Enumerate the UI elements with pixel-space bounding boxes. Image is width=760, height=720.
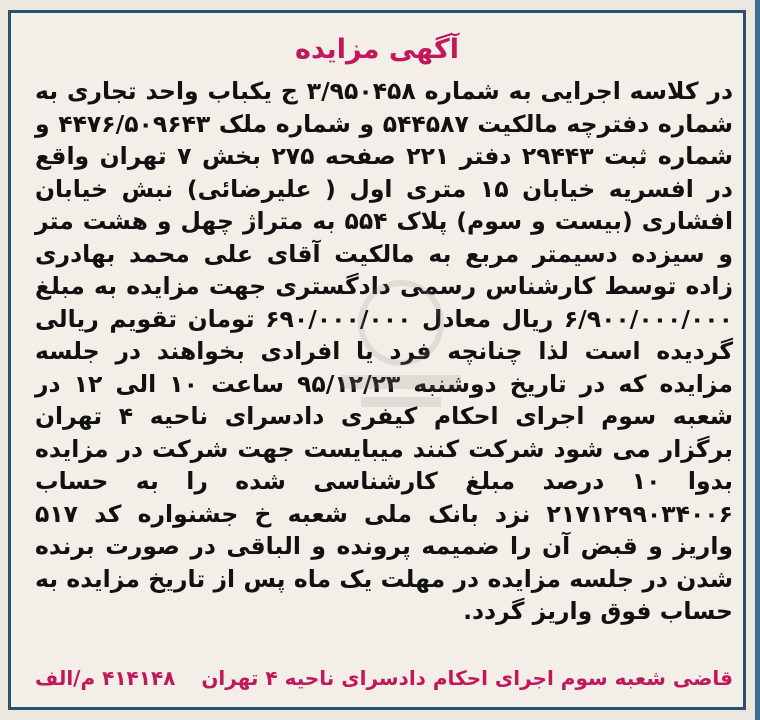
notice-body: در کلاسه اجرایی به شماره ۳/۹۵۰۴۵۸ ج یکباب واحد تجاری به شماره دفترچه مالکیت ۵۴۴۵۸۷ و شماره ملک ۴۴۷۶/۵۰۹۶۴۳ و شماره ثبت ۲۹۴۴۳ دفتر ۲۲۱ صفحه ۲۷۵ بخش ۷ تهران واقع در افسریه خیابان ۱۵ متری اول ( علیرضائی) نبش خیابان افشاری (بیست و سوم) پلاک ۵۵۴ به متراژ چهل و هشت متر و سیزده دسیمتر مربع به مالکیت آقای علی محمد بهادری زاده توسط کارشناس رسمی دادگستری جهت مزایده به مبلغ ۶/۹۰۰/۰۰۰/۰۰۰ ریال معادل ۶۹۰/۰۰۰/۰۰۰ تومان تقویم ریالی گردیده است لذا چنانچه فرد یا افرادی بخواهند در جلسه مزایده که در تاریخ دوشنبه ۹۵/۱۲/۲۳ ساعت ۱۰ الی ۱۲ در شعبه سوم اجرای احکام کیفری دادسرای ناحیه ۴ تهران برگزار می شود شرکت کنند میبایست جهت شرکت در مزایده بدوا ۱۰ درصد مبلغ کارشناسی شده را به حساب ۲۱۷۱۲۹۹۰۳۴۰۰۶ نزد بانک ملی شعبه خ جشنواره کد ۵۱۷ واریز و قبض آن را ضمیمه پرونده و الباقی در صورت برنده شدن در جلسه مزایده در مهلت یک ماه پس از تاریخ مزایده به حساب فوق واریز گردد. [35,77,733,625]
reference-number: ۴۱۴۱۴۸ م/الف [35,666,176,690]
notice-title: آگهی مزایده [295,34,459,65]
notice-footer [35,661,733,695]
edge-strip [755,0,760,720]
judge-signature: قاضی شعبه سوم اجرای احکام دادسرای ناحیه ۴ تهران [201,666,733,690]
notice-frame [8,10,746,710]
